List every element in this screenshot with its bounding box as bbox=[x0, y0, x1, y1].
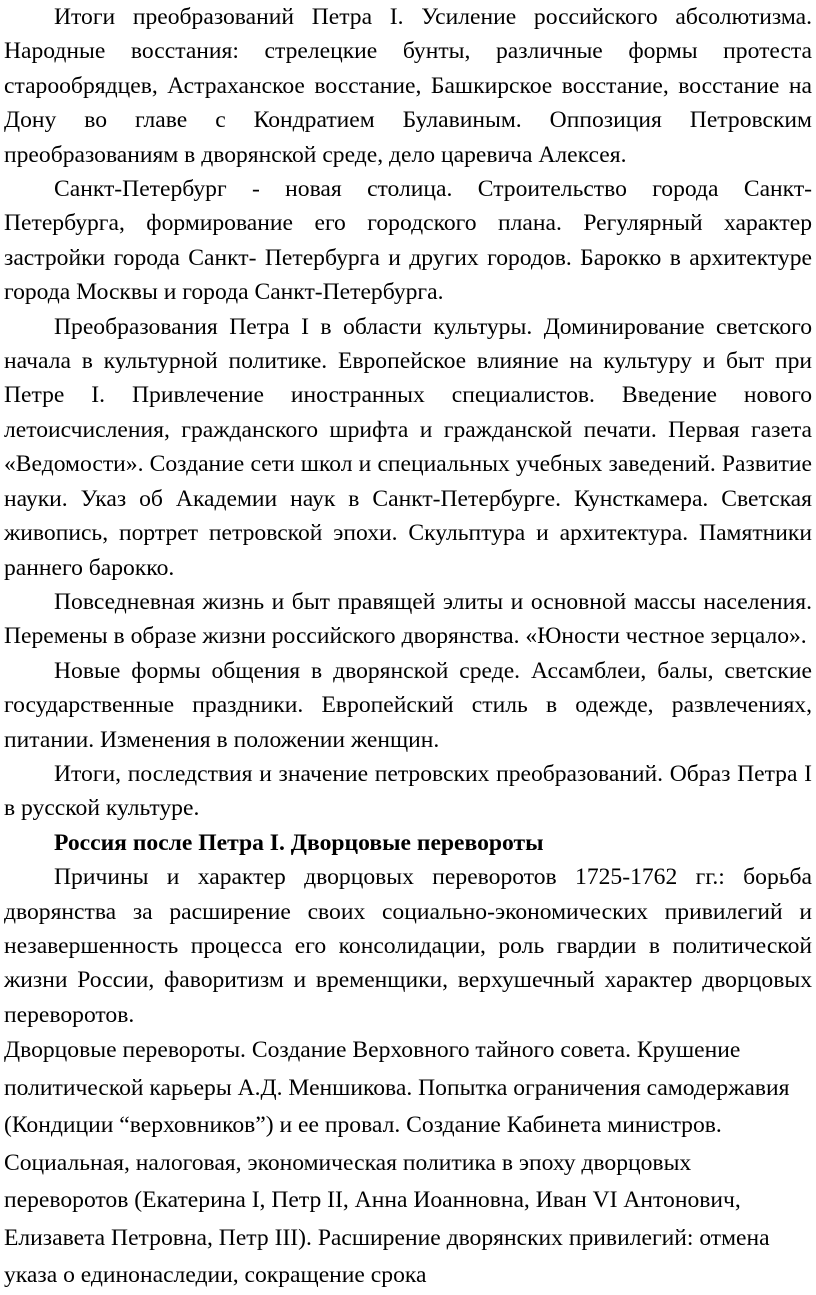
paragraph-results-of-reforms: Итоги преобразований Петра I. Усиление российского абсолютизма. Народные восстания: стрелецкие бунты, различные формы протеста старообрядцев, Астраханское восстание, Башкирское восстание, восстание на Дону во главе с Кондратием Булавиным. Оппозиция Петровским преобразованиям в дворянской среде, дело царевича Алексея. bbox=[4, 4, 812, 168]
paragraph-culture-reforms: Преобразования Петра I в области культуры. Доминирование светского начала в культурной политике. Европейское влияние на культуру и быт при Петре I. Привлечение иностранных специалистов. Введение нового летоисчисления, гражданского шрифта и гражданской печати. Первая газета «Ведомости». Создание сети школ и специальных учебных заведений. Развитие науки. Указ об Академии наук в Санкт-Петербурге. Кунсткамера. Светская живопись, портрет петровской эпохи. Скульптура и архитектура. Памятники раннего барокко. bbox=[4, 313, 812, 581]
plain-section bbox=[4, 1032, 812, 1295]
paragraph-consequences: Итоги, последствия и значение петровских преобразований. Образ Петра I в русской культуре. bbox=[4, 760, 812, 822]
section-heading: Россия после Петра I. Дворцовые перевороты bbox=[54, 829, 544, 856]
justified-section bbox=[4, 0, 812, 1032]
paragraph-saint-petersburg: Санкт-Петербург - новая столица. Строительство города Санкт-Петербурга, формирование его городского плана. Регулярный характер застройки города Санкт- Петербурга и других городов. Барокко в архитектуре города Москвы и города Санкт-Петербурга. bbox=[4, 176, 812, 306]
paragraph-palace-coups: Дворцовые перевороты. Создание Верховного тайного совета. Крушение политической карьеры А.Д. Меншикова. Попытка ограничения самодержавия (Кондиции “верховников”) и ее провал. Создание Кабинета министров. Социальная, налоговая, экономическая политика в эпоху дворцовых переворотов (Екатерина I, Петр II, Анна Иоанновна, Иван VI Антонович, Елизавета Петровна, Петр III). Расширение дворянских привилегий: отмена указа о единонаследии, сокращение срока bbox=[4, 1037, 790, 1289]
paragraph-new-forms: Новые формы общения в дворянской среде. Ассамблеи, балы, светские государственные праздники. Европейский стиль в одежде, развлечениях, питании. Изменения в положении женщин. bbox=[4, 657, 812, 753]
paragraph-everyday-life: Повседневная жизнь и быт правящей элиты и основной массы населения. Перемены в образе жизни российского дворянства. «Юности честное зерцало». bbox=[4, 588, 812, 650]
paragraph-coup-causes: Причины и характер дворцовых переворотов 1725-1762 гг.: борьба дворянства за расширение своих социально-экономических привилегий и незавершенность процесса его консолидации, роль гвардии в политической жизни России, фаворитизм и временщики, верхушечный характер дворцовых переворотов. bbox=[4, 864, 812, 1028]
